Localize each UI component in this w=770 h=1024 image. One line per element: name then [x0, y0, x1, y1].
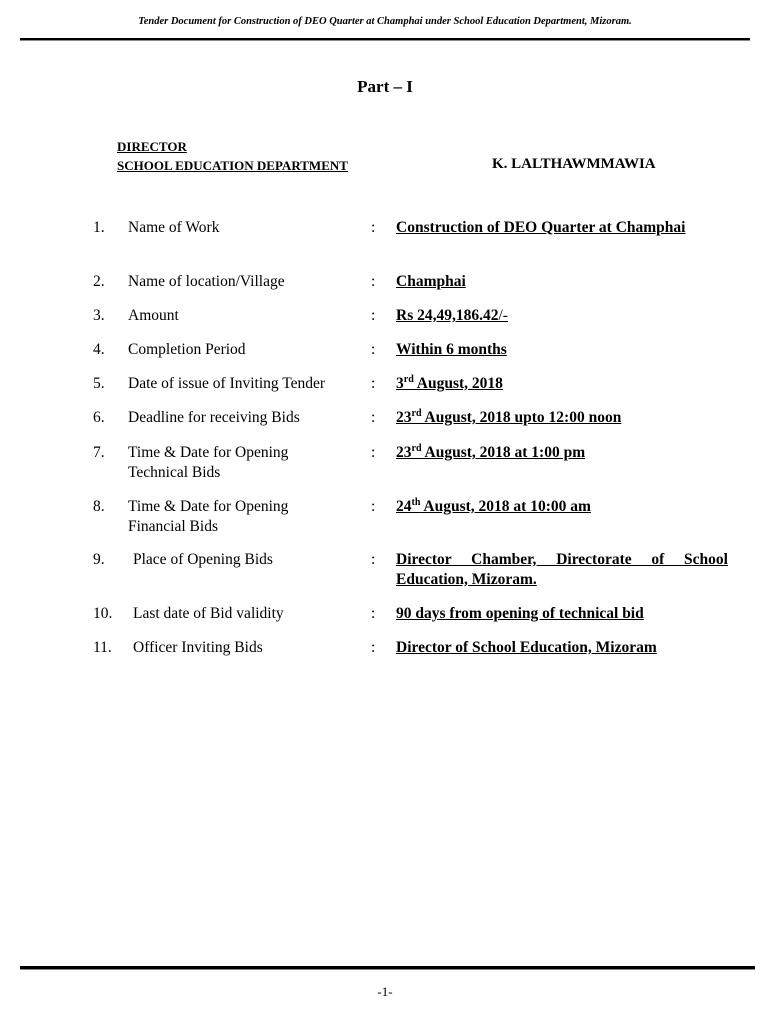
item-value: [396, 374, 728, 394]
item-number: 8.: [93, 498, 105, 515]
item-number: 1.: [93, 219, 105, 236]
item-colon: :: [371, 341, 376, 358]
item-value: 90 days from opening of technical bid: [396, 605, 644, 622]
issuer-title: DIRECTOR: [117, 139, 187, 154]
amount-suffix: /-: [498, 307, 508, 324]
item-label: Name of Work: [128, 219, 220, 236]
date-ordinal: rd: [403, 373, 414, 385]
item-label: Officer Inviting Bids: [133, 639, 263, 656]
amount-value: Rs 24,49,186.42: [396, 307, 499, 324]
item-label: Last date of Bid validity: [133, 605, 284, 622]
item-number: 2.: [93, 273, 105, 290]
item-number: 11.: [93, 639, 112, 656]
officer-name: K. LALTHAWMMAWIA: [492, 156, 656, 172]
item-value: Construction of DEO Quarter at Champhai: [396, 219, 686, 236]
item-colon: :: [371, 273, 376, 290]
item-value: Champhai: [396, 273, 466, 290]
footer-rule: [20, 966, 755, 970]
item-value: [396, 306, 728, 326]
issuer-department: SCHOOL EDUCATION DEPARTMENT: [117, 158, 348, 173]
item-label: Amount: [128, 307, 179, 324]
item-value: Director Chamber, Directorate of School Education, Mizoram.: [396, 551, 728, 588]
item-label: Time & Date for Opening Technical Bids: [128, 444, 289, 481]
item-number: 4.: [93, 341, 105, 358]
item-colon: :: [371, 375, 376, 392]
item-number: 7.: [93, 444, 105, 461]
part-title: Part – I: [357, 77, 413, 96]
item-colon: :: [371, 605, 376, 622]
date-rest: August, 2018: [413, 375, 503, 392]
item-number: 6.: [93, 409, 105, 426]
item-number: 5.: [93, 375, 105, 392]
item-value: [396, 443, 728, 463]
item-label: Completion Period: [128, 341, 246, 358]
item-label: Place of Opening Bids: [133, 551, 273, 568]
item-number: 9.: [93, 551, 105, 568]
item-label: Time & Date for Opening Financial Bids: [128, 498, 289, 535]
item-colon: :: [371, 409, 376, 426]
item-label: Name of location/Village: [128, 273, 285, 290]
item-colon: :: [371, 498, 376, 515]
date-rest: August, 2018 at 1:00 pm: [421, 444, 586, 461]
item-number: 10.: [93, 605, 113, 622]
item-number: 3.: [93, 307, 105, 324]
page-number: -1-: [377, 984, 393, 999]
item-colon: :: [371, 639, 376, 656]
date-day: 23: [396, 444, 412, 461]
date-ordinal: rd: [411, 442, 422, 454]
item-value: [396, 408, 728, 428]
item-colon: :: [371, 219, 376, 236]
date-ordinal: th: [411, 496, 421, 508]
item-colon: :: [371, 307, 376, 324]
item-label: Deadline for receiving Bids: [128, 409, 300, 426]
date-rest: August, 2018 upto 12:00 noon: [421, 409, 622, 426]
item-value: Within 6 months: [396, 341, 507, 358]
date-day: 24: [396, 498, 412, 515]
document-header-title: Tender Document for Construction of DEO Quarter at Champhai under School Education Department, Mizoram.: [138, 16, 632, 27]
item-value: [396, 497, 728, 517]
item-value: Director of School Education, Mizoram: [396, 639, 657, 656]
item-label: Date of issue of Inviting Tender: [128, 375, 326, 392]
item-colon: :: [371, 444, 376, 461]
item-colon: :: [371, 551, 376, 568]
date-rest: August, 2018 at 10:00 am: [420, 498, 591, 515]
header-rule: [20, 38, 750, 41]
date-day: 23: [396, 409, 412, 426]
date-ordinal: rd: [411, 407, 422, 419]
date-day: 3: [396, 375, 404, 392]
